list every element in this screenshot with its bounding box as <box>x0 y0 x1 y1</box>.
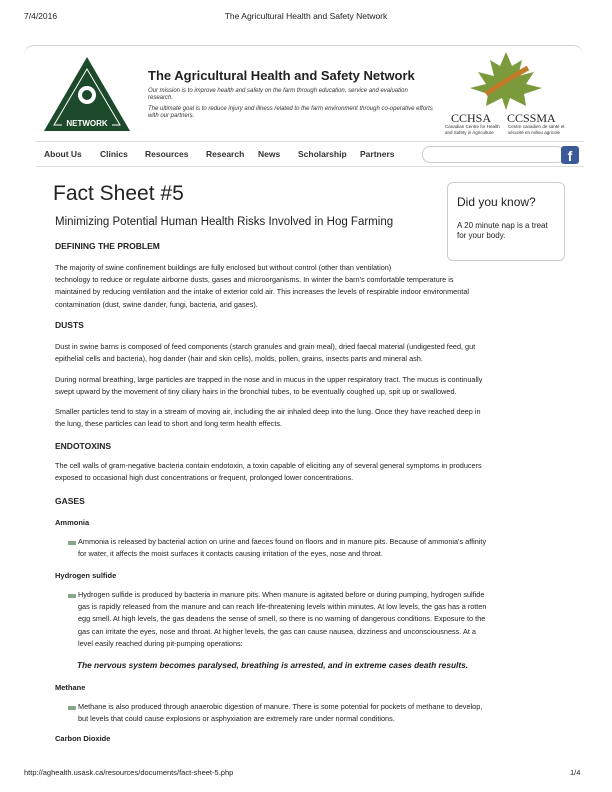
paragraph-hydrogen-sulfide <box>78 589 558 650</box>
cchsa-name: Canadian Centre for Health and Safety in Agriculture <box>445 124 500 135</box>
article-subtitle: Minimizing Potential Human Health Risks Involved in Hog Farming <box>55 216 394 228</box>
text-line: exposed to occasional high dust concentrations or frequent, prolonged lower concentrations. <box>55 473 354 483</box>
paragraph-dusts-1 <box>55 341 570 365</box>
logo-text: NETWORK <box>66 119 108 128</box>
nav-partners[interactable]: Partners <box>360 149 395 159</box>
page-title: Fact Sheet #5 <box>53 182 184 205</box>
heading-hydrogen-sulfide: Hydrogen sulfide <box>55 571 117 580</box>
text-line: Hydrogen sulfide is produced by bacteria in manure pits. When manure is agitated before or during pumping, hydrogen sulfide <box>78 590 485 599</box>
text-line: During normal breathing, large particles are trapped in the nose and in mucus in the upper respiratory tract. The mucus is continually <box>55 375 483 384</box>
text-line: Methane is also produced through anaerobic digestion of manure. There is some potential for pockets of methane to develop, <box>78 702 483 711</box>
heading-carbon-dioxide: Carbon Dioxide <box>55 734 111 743</box>
text-line: The majority of swine confinement buildings are fully enclosed but without control (other than ventilation) <box>55 263 392 272</box>
text-line: egg smell. At high levels, the gas deadens the sense of smell, so there is no warning of dangerous conditions. Exposure to the <box>78 614 486 624</box>
site-title: The Agricultural Health and Safety Network <box>148 68 415 83</box>
text-line: Ammonia is released by bacterial action on urine and faeces found on floors and in manure pits. Because of ammonia's affinity <box>78 537 487 546</box>
nav-research[interactable]: Research <box>206 149 245 159</box>
text-line: level easily reached during pit-pumping operations: <box>78 638 243 648</box>
text-line: for water, it affects the moist surfaces it contacts causing irritation of the eyes, nose and throat. <box>78 549 383 559</box>
nav-clinics[interactable]: Clinics <box>100 149 128 159</box>
heading-dusts: DUSTS <box>55 320 84 330</box>
heading-endotoxins: ENDOTOXINS <box>55 441 112 451</box>
did-you-know-box <box>447 182 565 261</box>
text-line: Dust in swine barns is composed of feed components (starch granules and grain meal), dried faecal material (undigested feed, gut <box>55 342 476 351</box>
paragraph-endotoxins <box>55 460 570 484</box>
warning-quote: The nervous system becomes paralysed, breathing is arrested, and in extreme cases death results. <box>77 660 469 670</box>
ccssma-name: Centre canadien de santé et sécurité en milieu agricole <box>508 124 565 135</box>
paragraph-dusts-2 <box>55 374 570 398</box>
facebook-icon[interactable]: f <box>561 146 579 164</box>
heading-ammonia: Ammonia <box>55 518 90 527</box>
mission-text: Our mission is to improve health and safety on the farm through education, service and evaluation research. <box>148 88 408 101</box>
bullet-icon <box>68 541 76 545</box>
text-line: gas is rapidly released from the manure and can reach life-threatening levels within minutes. At low levels, the gas has a rotten <box>78 602 487 612</box>
did-you-know-text: A 20 minute nap is a treat for your body. <box>457 221 548 240</box>
ccssma-abbr: CCSSMA <box>507 111 556 125</box>
bullet-icon <box>68 594 76 598</box>
text-line: maintained by reducing ventilation and the intake of exterior cold air. This increases the levels of respirable indoor environmental <box>55 287 469 297</box>
print-title: The Agricultural Health and Safety Network <box>224 11 388 21</box>
cchsa-abbr: CCHSA <box>451 111 492 125</box>
nav-news[interactable]: News <box>258 149 281 159</box>
text-line: contamination (dust, swine dander, fungi, bacteria, and gases). <box>55 299 258 309</box>
paragraph-methane <box>78 701 558 725</box>
nav-resources[interactable]: Resources <box>145 149 189 159</box>
text-line: swept upward by the movement of tiny ciliary hairs in the bronchial tubes, to be eventually coughed up, spit up or swallowed. <box>55 387 457 397</box>
heading-defining: DEFINING THE PROBLEM <box>55 241 160 251</box>
paragraph-dusts-3 <box>55 406 570 430</box>
text-line: Smaller particles tend to stay in a stream of moving air, including the air inhaled deep into the lung. Once they have reached deep in <box>55 407 481 416</box>
cchsa-maple-leaf-icon[interactable] <box>466 50 546 112</box>
network-logo[interactable] <box>42 55 132 133</box>
nav-divider-top <box>36 141 584 142</box>
text-line: technology to reduce or regulate airborne dusts, gases and microorganisms. In winter the barn's comfortable temperature is <box>55 275 454 285</box>
text-line: The cell walls of gram-negative bacteria contain endotoxin, a toxin capable of eliciting any of several general symptoms in producers <box>55 461 482 470</box>
text-line: gas can irritate the eyes, nose and throat. At higher levels, the gas can cause nausea, dizziness and unconsciousness. At a <box>78 626 476 636</box>
goal-text: The ultimate goal is to reduce injury and illness related to the farm environment through co-operative efforts with our partners. <box>148 106 433 119</box>
print-url: http://aghealth.usask.ca/resources/documents/fact-sheet-5.php <box>24 768 234 777</box>
heading-gases: GASES <box>55 496 85 506</box>
print-date: 7/4/2016 <box>24 11 58 21</box>
bullet-icon <box>68 706 76 710</box>
nav-scholarship[interactable]: Scholarship <box>298 149 347 159</box>
nav-divider-bottom <box>36 166 584 167</box>
paragraph-ammonia <box>78 536 558 560</box>
did-you-know-title: Did you know? <box>457 195 536 209</box>
text-line: epithelial cells and bacteria), hog dander (hair and skin cells), molds, pollen, grains, insects parts and mineral ash. <box>55 354 423 364</box>
text-line: the lung, these particles can lead to short and long term health effects. <box>55 419 283 429</box>
print-page-number: 1/4 <box>570 768 581 777</box>
paragraph-defining <box>55 262 570 311</box>
search-input[interactable] <box>422 146 565 163</box>
heading-methane: Methane <box>55 683 86 692</box>
text-line: but levels that could cause explosions or asphyxiation are extremely rare under normal conditions. <box>78 714 395 724</box>
nav-about-us[interactable]: About Us <box>44 149 82 159</box>
